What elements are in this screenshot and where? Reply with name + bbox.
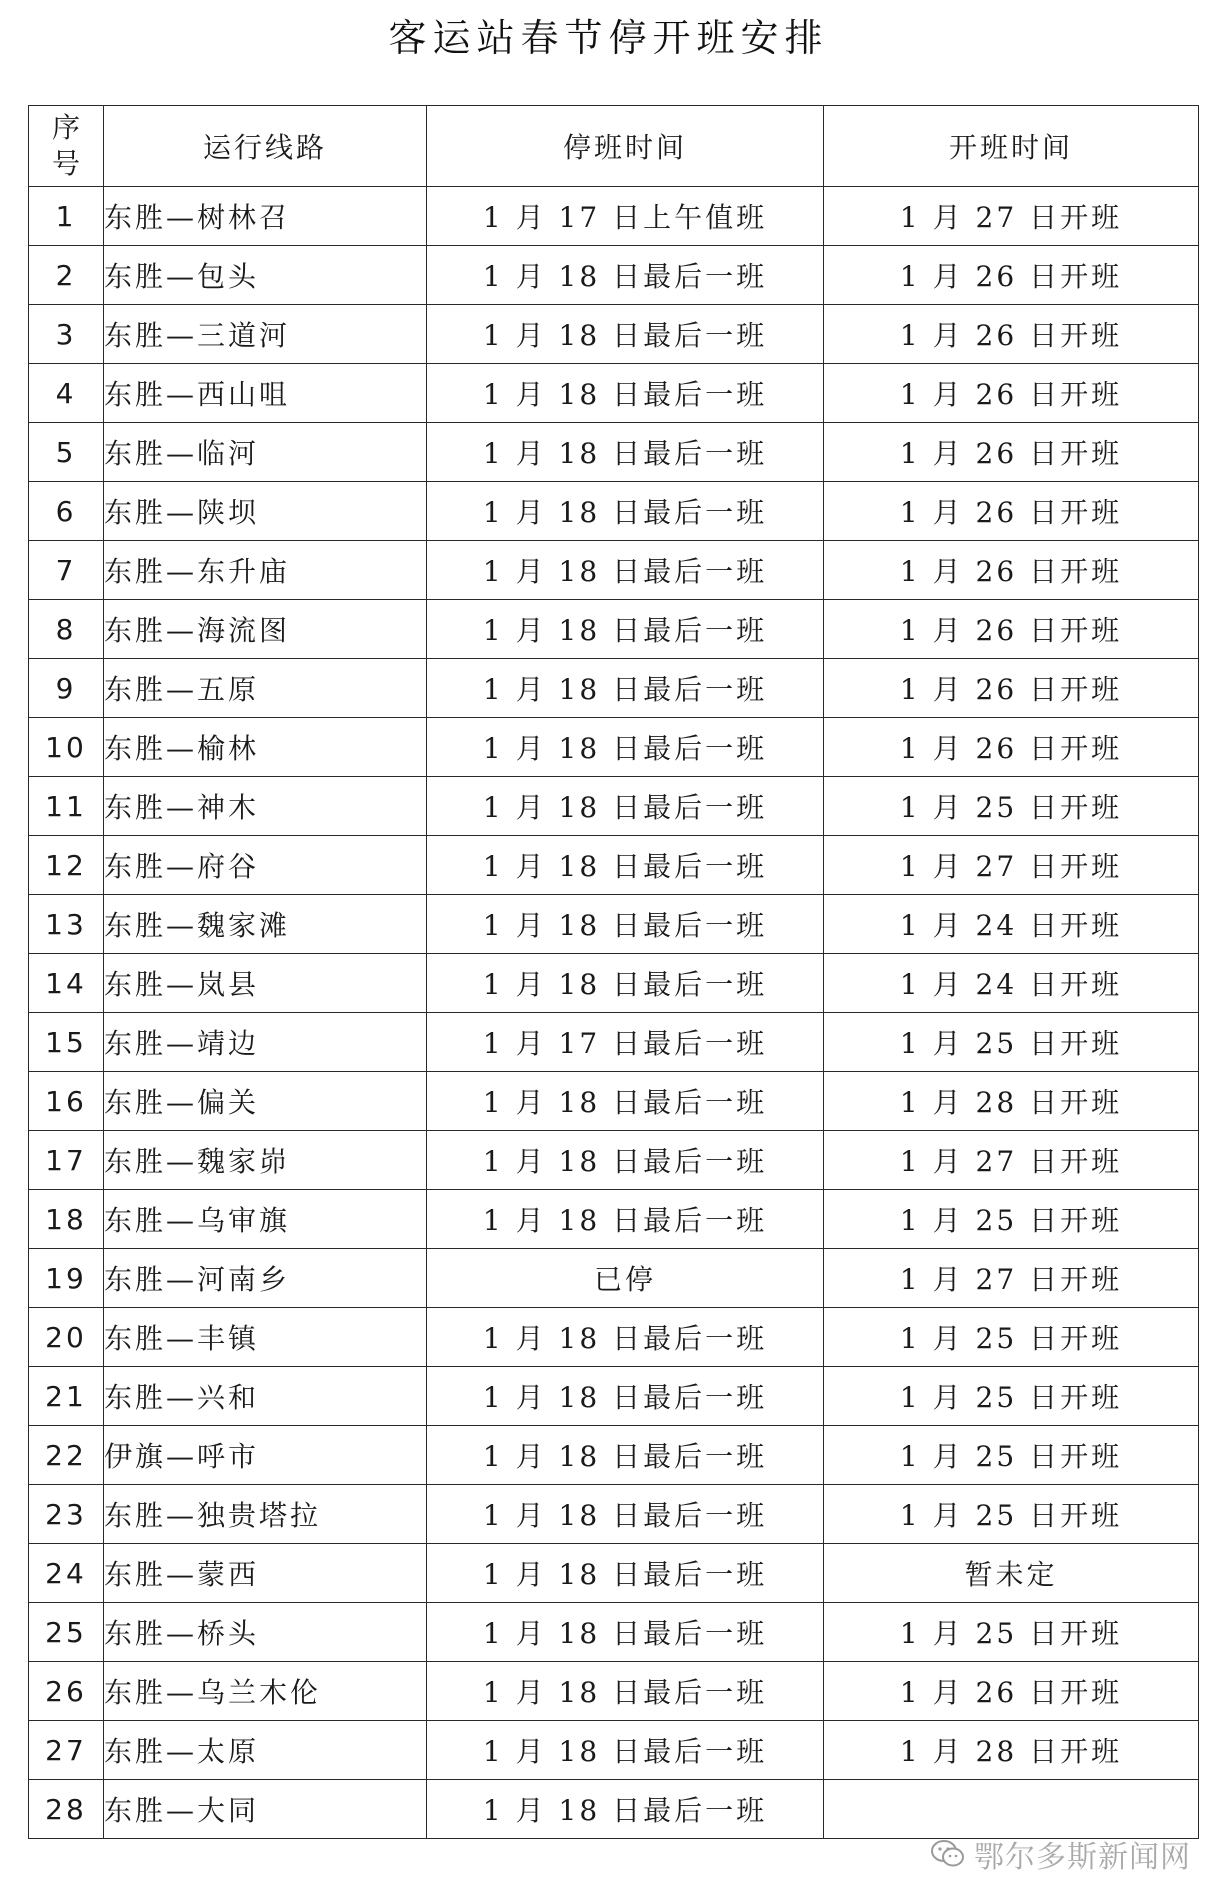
stop-time-cell: 1 月 18 日最后一班 [427, 541, 824, 600]
route-cell: 东胜—陕坝 [104, 482, 427, 541]
table-row [29, 954, 1199, 1013]
table-row [29, 777, 1199, 836]
row-number-cell: 18 [29, 1190, 104, 1249]
row-number-cell: 25 [29, 1603, 104, 1662]
stop-time-cell: 1 月 18 日最后一班 [427, 482, 824, 541]
table-row [29, 1544, 1199, 1603]
table-row [29, 895, 1199, 954]
stop-time-cell: 1 月 18 日最后一班 [427, 1072, 824, 1131]
stop-time-cell: 已停 [427, 1249, 824, 1308]
stop-time-cell: 1 月 18 日最后一班 [427, 600, 824, 659]
start-time-cell: 1 月 24 日开班 [824, 954, 1199, 1013]
row-number-cell: 11 [29, 777, 104, 836]
row-number-cell: 3 [29, 305, 104, 364]
row-number-cell: 16 [29, 1072, 104, 1131]
row-number-cell: 5 [29, 423, 104, 482]
watermark [930, 1832, 1191, 1876]
table-row [29, 836, 1199, 895]
start-time-cell: 1 月 25 日开班 [824, 1308, 1199, 1367]
row-number-cell: 7 [29, 541, 104, 600]
stop-time-cell: 1 月 18 日最后一班 [427, 836, 824, 895]
table-row [29, 1308, 1199, 1367]
route-cell: 东胜—独贵塔拉 [104, 1485, 427, 1544]
start-time-cell: 1 月 26 日开班 [824, 364, 1199, 423]
row-number-cell: 22 [29, 1426, 104, 1485]
table-row [29, 1662, 1199, 1721]
start-time-cell: 1 月 25 日开班 [824, 1603, 1199, 1662]
stop-time-cell: 1 月 18 日最后一班 [427, 1544, 824, 1603]
table-row [29, 1131, 1199, 1190]
table-row [29, 364, 1199, 423]
route-cell: 东胜—西山咀 [104, 364, 427, 423]
route-cell: 东胜—府谷 [104, 836, 427, 895]
table-row [29, 423, 1199, 482]
table-row [29, 187, 1199, 246]
route-cell: 东胜—神木 [104, 777, 427, 836]
start-time-cell: 1 月 26 日开班 [824, 541, 1199, 600]
row-number-cell: 2 [29, 246, 104, 305]
stop-time-cell: 1 月 18 日最后一班 [427, 954, 824, 1013]
table-row [29, 541, 1199, 600]
start-time-cell: 1 月 26 日开班 [824, 423, 1199, 482]
route-cell: 东胜—魏家峁 [104, 1131, 427, 1190]
start-time-cell: 1 月 26 日开班 [824, 659, 1199, 718]
table-header-row [29, 106, 1199, 187]
table-row [29, 718, 1199, 777]
start-time-cell: 暂未定 [824, 1544, 1199, 1603]
route-cell: 东胜—岚县 [104, 954, 427, 1013]
row-number-cell: 27 [29, 1721, 104, 1780]
stop-time-cell: 1 月 18 日最后一班 [427, 364, 824, 423]
row-number-cell: 1 [29, 187, 104, 246]
route-cell: 东胜—河南乡 [104, 1249, 427, 1308]
route-cell: 东胜—桥头 [104, 1603, 427, 1662]
route-cell: 东胜—魏家滩 [104, 895, 427, 954]
stop-time-cell: 1 月 18 日最后一班 [427, 246, 824, 305]
start-time-cell: 1 月 25 日开班 [824, 1013, 1199, 1072]
route-cell: 东胜—乌兰木伦 [104, 1662, 427, 1721]
start-time-cell: 1 月 28 日开班 [824, 1072, 1199, 1131]
table-row [29, 1426, 1199, 1485]
table-row [29, 600, 1199, 659]
schedule-table [28, 105, 1199, 1839]
stop-time-cell: 1 月 18 日最后一班 [427, 777, 824, 836]
table-row [29, 1603, 1199, 1662]
stop-time-cell: 1 月 18 日最后一班 [427, 1367, 824, 1426]
start-time-cell: 1 月 27 日开班 [824, 836, 1199, 895]
start-time-cell: 1 月 27 日开班 [824, 1249, 1199, 1308]
stop-time-cell: 1 月 18 日最后一班 [427, 1190, 824, 1249]
start-time-cell: 1 月 26 日开班 [824, 482, 1199, 541]
row-number-cell: 12 [29, 836, 104, 895]
route-cell: 东胜—包头 [104, 246, 427, 305]
row-number-cell: 21 [29, 1367, 104, 1426]
row-number-cell: 19 [29, 1249, 104, 1308]
header-route: 运行线路 [104, 106, 427, 187]
route-cell: 东胜—乌审旗 [104, 1190, 427, 1249]
route-cell: 东胜—五原 [104, 659, 427, 718]
route-cell: 东胜—东升庙 [104, 541, 427, 600]
stop-time-cell: 1 月 18 日最后一班 [427, 1780, 824, 1839]
route-cell: 东胜—兴和 [104, 1367, 427, 1426]
row-number-cell: 8 [29, 600, 104, 659]
stop-time-cell: 1 月 18 日最后一班 [427, 305, 824, 364]
start-time-cell: 1 月 26 日开班 [824, 718, 1199, 777]
header-no: 序号 [29, 106, 104, 187]
row-number-cell: 13 [29, 895, 104, 954]
start-time-cell: 1 月 25 日开班 [824, 1485, 1199, 1544]
table-row [29, 1780, 1199, 1839]
stop-time-cell: 1 月 18 日最后一班 [427, 423, 824, 482]
start-time-cell: 1 月 25 日开班 [824, 777, 1199, 836]
stop-time-cell: 1 月 18 日最后一班 [427, 1603, 824, 1662]
stop-time-cell: 1 月 18 日最后一班 [427, 1485, 824, 1544]
route-cell: 东胜—靖边 [104, 1013, 427, 1072]
stop-time-cell: 1 月 18 日最后一班 [427, 1662, 824, 1721]
table-row [29, 305, 1199, 364]
table-row [29, 1485, 1199, 1544]
row-number-cell: 28 [29, 1780, 104, 1839]
stop-time-cell: 1 月 17 日最后一班 [427, 1013, 824, 1072]
watermark-text: 鄂尔多斯新闻网 [974, 1840, 1191, 1875]
page-title: 客运站春节停开班安排 [388, 16, 829, 60]
row-number-cell: 15 [29, 1013, 104, 1072]
stop-time-cell: 1 月 18 日最后一班 [427, 1131, 824, 1190]
start-time-cell: 1 月 26 日开班 [824, 246, 1199, 305]
route-cell: 东胜—蒙西 [104, 1544, 427, 1603]
table-row [29, 659, 1199, 718]
row-number-cell: 9 [29, 659, 104, 718]
header-start-time: 开班时间 [824, 106, 1199, 187]
row-number-cell: 17 [29, 1131, 104, 1190]
table-row [29, 1249, 1199, 1308]
route-cell: 东胜—榆林 [104, 718, 427, 777]
route-cell: 东胜—三道河 [104, 305, 427, 364]
table-row [29, 246, 1199, 305]
row-number-cell: 26 [29, 1662, 104, 1721]
table-body [29, 187, 1199, 1839]
table-row [29, 1190, 1199, 1249]
table-row [29, 1367, 1199, 1426]
start-time-cell: 1 月 26 日开班 [824, 600, 1199, 659]
route-cell: 东胜—临河 [104, 423, 427, 482]
row-number-cell: 6 [29, 482, 104, 541]
row-number-cell: 14 [29, 954, 104, 1013]
start-time-cell: 1 月 25 日开班 [824, 1190, 1199, 1249]
start-time-cell: 1 月 27 日开班 [824, 187, 1199, 246]
row-number-cell: 20 [29, 1308, 104, 1367]
start-time-cell: 1 月 25 日开班 [824, 1367, 1199, 1426]
start-time-cell: 1 月 26 日开班 [824, 1662, 1199, 1721]
route-cell: 东胜—海流图 [104, 600, 427, 659]
stop-time-cell: 1 月 18 日最后一班 [427, 895, 824, 954]
stop-time-cell: 1 月 18 日最后一班 [427, 1426, 824, 1485]
route-cell: 东胜—大同 [104, 1780, 427, 1839]
row-number-cell: 4 [29, 364, 104, 423]
stop-time-cell: 1 月 18 日最后一班 [427, 1721, 824, 1780]
header-stop-time: 停班时间 [427, 106, 824, 187]
table-row [29, 1072, 1199, 1131]
row-number-cell: 23 [29, 1485, 104, 1544]
start-time-cell: 1 月 27 日开班 [824, 1131, 1199, 1190]
start-time-cell: 1 月 26 日开班 [824, 305, 1199, 364]
route-cell: 伊旗—呼市 [104, 1426, 427, 1485]
start-time-cell: 1 月 24 日开班 [824, 895, 1199, 954]
row-number-cell: 24 [29, 1544, 104, 1603]
stop-time-cell: 1 月 18 日最后一班 [427, 718, 824, 777]
table-row [29, 1721, 1199, 1780]
row-number-cell: 10 [29, 718, 104, 777]
start-time-cell: 1 月 28 日开班 [824, 1721, 1199, 1780]
start-time-cell [824, 1780, 1199, 1839]
route-cell: 东胜—树林召 [104, 187, 427, 246]
route-cell: 东胜—偏关 [104, 1072, 427, 1131]
wechat-icon [930, 1839, 966, 1869]
route-cell: 东胜—太原 [104, 1721, 427, 1780]
table-row [29, 1013, 1199, 1072]
start-time-cell: 1 月 25 日开班 [824, 1426, 1199, 1485]
stop-time-cell: 1 月 18 日最后一班 [427, 659, 824, 718]
route-cell: 东胜—丰镇 [104, 1308, 427, 1367]
table-row [29, 482, 1199, 541]
stop-time-cell: 1 月 18 日最后一班 [427, 1308, 824, 1367]
stop-time-cell: 1 月 17 日上午值班 [427, 187, 824, 246]
